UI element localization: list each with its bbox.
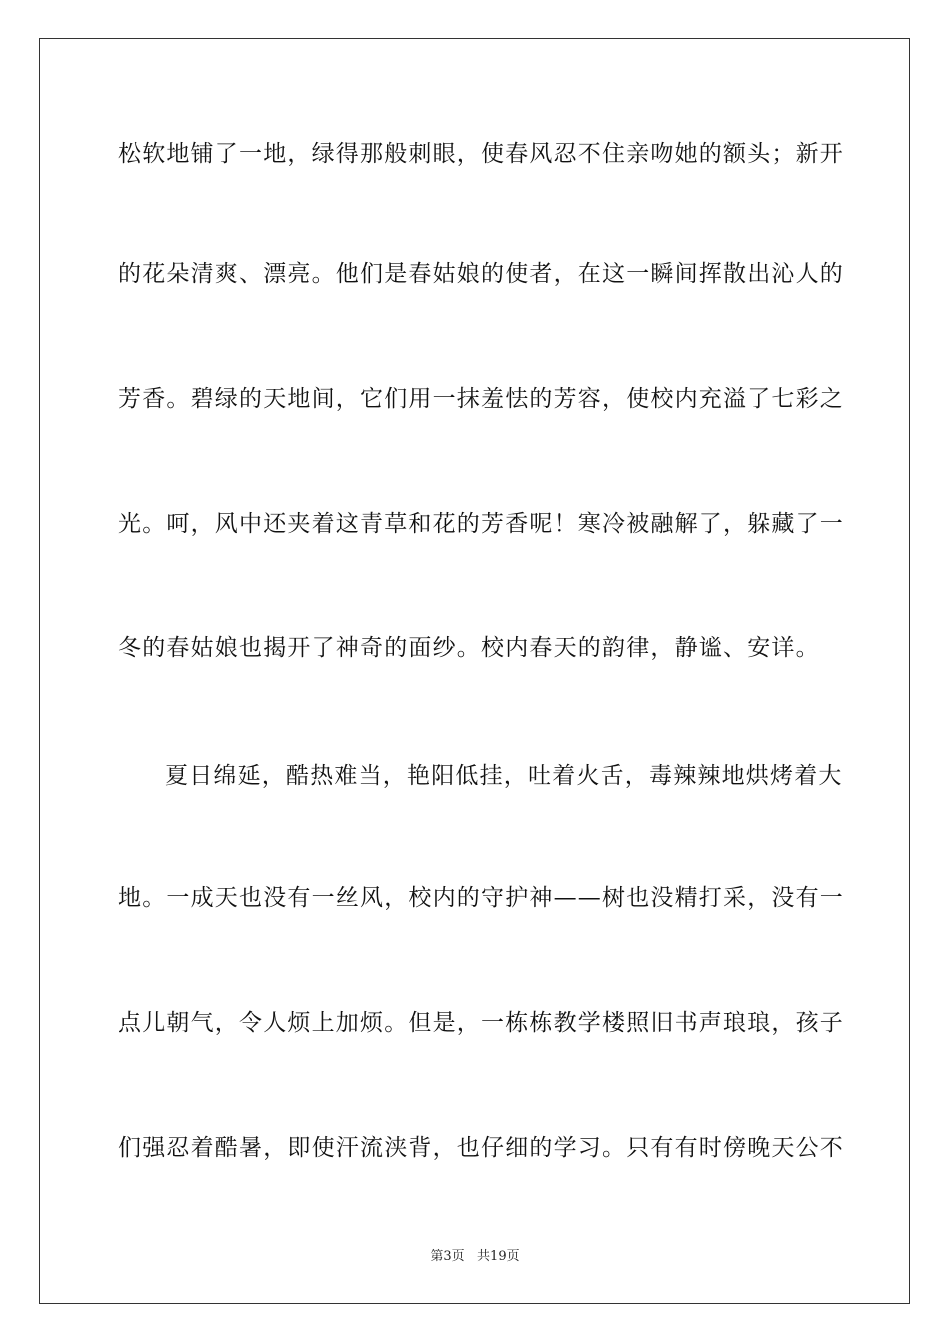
paragraph-line-3: 芳香。碧绿的天地间，它们用一抹羞怯的芳容，使校内充溢了七彩之	[118, 386, 844, 412]
paragraph-line-6: 夏日绵延，酷热难当，艳阳低挂，吐着火舌，毒辣辣地烘烤着大	[165, 763, 843, 789]
paragraph-line-9: 们强忍着酷暑，即使汗流浃背，也仔细的学习。只有有时傍晚天公不	[118, 1135, 844, 1161]
paragraph-line-7: 地。一成天也没有一丝风，校内的守护神——树也没精打采，没有一	[118, 885, 844, 911]
paragraph-line-2: 的花朵清爽、漂亮。他们是春姑娘的使者，在这一瞬间挥散出沁人的	[118, 261, 844, 287]
paragraph-line-5: 冬的春姑娘也揭开了神奇的面纱。校内春天的韵律，静谧、安详。	[118, 635, 820, 661]
paragraph-line-1: 松软地铺了一地，绿得那般刺眼，使春风忍不住亲吻她的额头；新开	[118, 141, 844, 167]
page-number-footer: 第3页 共19页	[430, 1249, 520, 1264]
page-border	[39, 38, 910, 1304]
paragraph-line-8: 点儿朝气，令人烦上加烦。但是，一栋栋教学楼照旧书声琅琅，孩子	[118, 1010, 844, 1036]
paragraph-line-4: 光。呵，风中还夹着这青草和花的芳香呢！寒冷被融解了，躲藏了一	[118, 511, 844, 537]
